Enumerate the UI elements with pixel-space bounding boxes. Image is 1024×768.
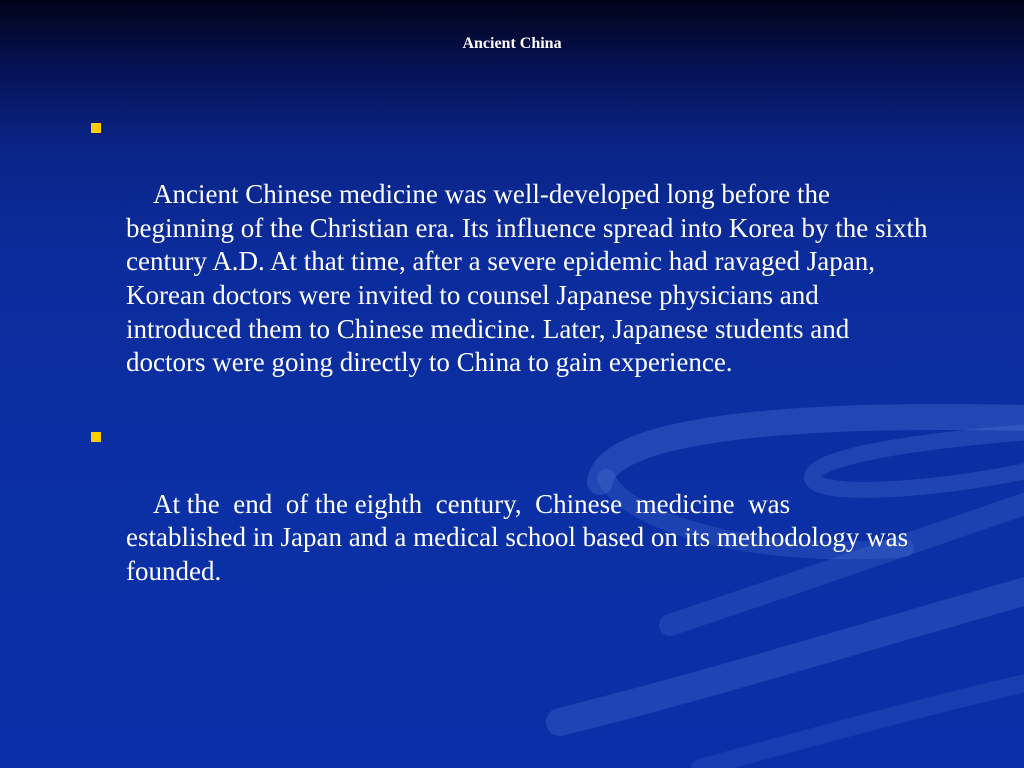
- bullet-item: [126, 420, 915, 622]
- bullet-marker-icon: [91, 432, 101, 442]
- bullet-item: [126, 111, 934, 413]
- bullet-text: At the end of the eighth century, Chinese medicine was established in Japan and a medical school based on its methodology was founded.: [126, 488, 915, 586]
- bullet-list: [126, 111, 934, 622]
- slide-title: Ancient China: [462, 35, 562, 52]
- bullet-marker-icon: [91, 123, 101, 133]
- bullet-text: Ancient Chinese medicine was well-developed long before the beginning of the Christian era. Its influence spread into Korea by the sixth century A.D. At that time, after a severe epidemic had ravaged Japan, Korean doctors were invited to counsel Japanese physicians and introduced them to Chinese medicine. Later, Japanese students and doctors were going directly to China to gain experience.: [126, 179, 935, 378]
